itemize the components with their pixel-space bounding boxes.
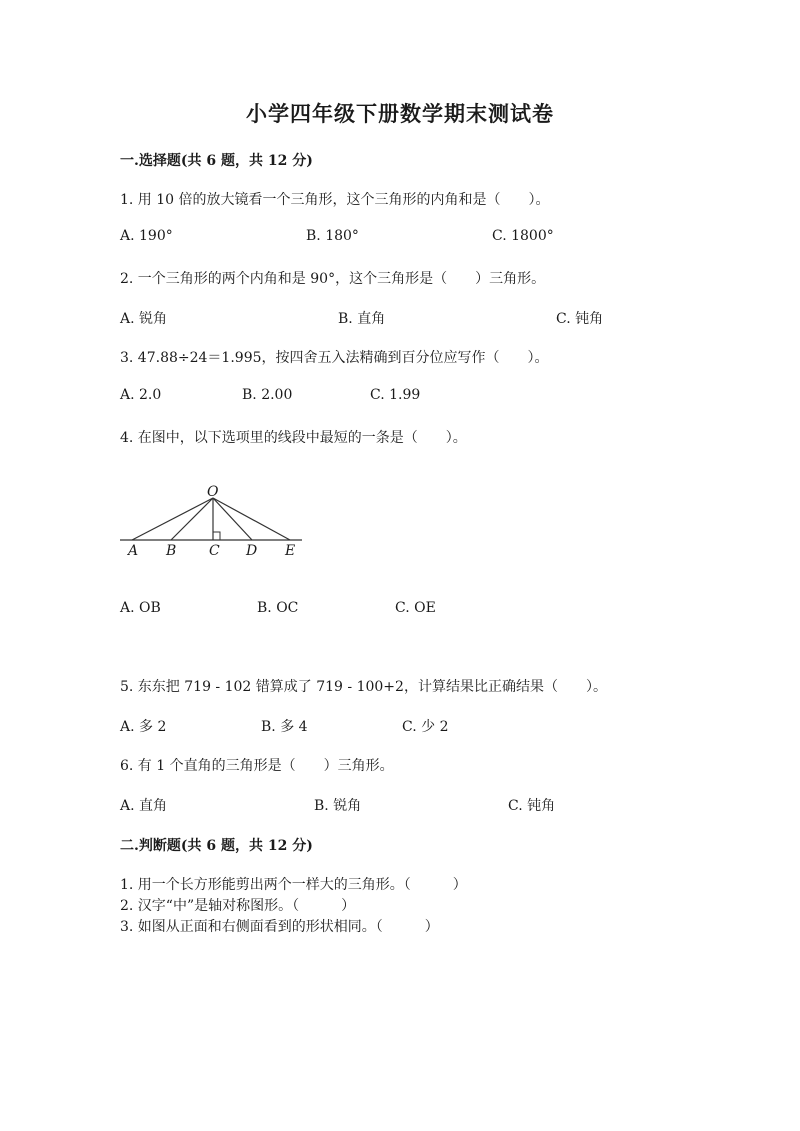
q6-option-b: B. 锐角 — [314, 798, 362, 814]
question-3: 3. 47.88÷24＝1.995，按四舍五入法精确到百分位应写作（ ）。 — [120, 350, 549, 366]
judgement-question-1: 1. 用一个长方形能剪出两个一样大的三角形。（ ） — [120, 877, 467, 893]
label-d: D — [246, 543, 258, 559]
q1-option-a: A. 190° — [120, 228, 173, 244]
q4-option-a: A. OB — [120, 600, 161, 616]
segment-oe — [213, 498, 290, 540]
q4-option-b: B. OC — [257, 600, 299, 616]
q5-option-b: B. 多 4 — [261, 719, 308, 735]
question-6: 6. 有 1 个直角的三角形是（ ）三角形。 — [120, 758, 394, 774]
label-o: O — [207, 484, 219, 500]
segment-oa — [132, 498, 213, 540]
q2-option-a: A. 锐角 — [120, 311, 168, 327]
section-heading-judgement: 二.判断题(共 6 题，共 12 分) — [120, 838, 313, 854]
question-2: 2. 一个三角形的两个内角和是 90°，这个三角形是（ ）三角形。 — [120, 271, 546, 287]
label-a: A — [128, 543, 139, 559]
segment-ob — [171, 498, 213, 540]
q6-option-c: C. 钝角 — [508, 798, 556, 814]
q5-option-a: A. 多 2 — [120, 719, 167, 735]
q2-option-b: B. 直角 — [338, 311, 386, 327]
question-1: 1. 用 10 倍的放大镜看一个三角形，这个三角形的内角和是（ ）。 — [120, 192, 550, 208]
judgement-question-3: 3. 如图从正面和右侧面看到的形状相同。（ ） — [120, 919, 439, 935]
q1-option-b: B. 180° — [306, 228, 359, 244]
q4-option-c: C. OE — [395, 600, 436, 616]
right-angle-mark — [213, 532, 220, 540]
q1-option-c: C. 1800° — [492, 228, 554, 244]
q2-option-c: C. 钝角 — [556, 311, 604, 327]
judgement-question-2: 2. 汉字“中”是轴对称图形。（ ） — [120, 898, 356, 914]
segment-od — [213, 498, 252, 540]
q6-option-a: A. 直角 — [120, 798, 168, 814]
q3-option-c: C. 1.99 — [370, 387, 421, 403]
question-5: 5. 东东把 719 - 102 错算成了 719 - 100+2，计算结果比正确结果（ ）。 — [120, 679, 607, 695]
question-4: 4. 在图中，以下选项里的线段中最短的一条是（ ）。 — [120, 430, 467, 446]
page-title: 小学四年级下册数学期末测试卷 — [246, 101, 554, 126]
q3-option-a: A. 2.0 — [120, 387, 162, 403]
section-heading-choice: 一.选择题(共 6 题，共 12 分) — [120, 153, 313, 169]
geometry-figure — [118, 480, 318, 560]
q5-option-c: C. 少 2 — [402, 719, 449, 735]
label-c: C — [209, 543, 220, 559]
label-e: E — [285, 543, 296, 559]
label-b: B — [166, 543, 177, 559]
q3-option-b: B. 2.00 — [242, 387, 293, 403]
